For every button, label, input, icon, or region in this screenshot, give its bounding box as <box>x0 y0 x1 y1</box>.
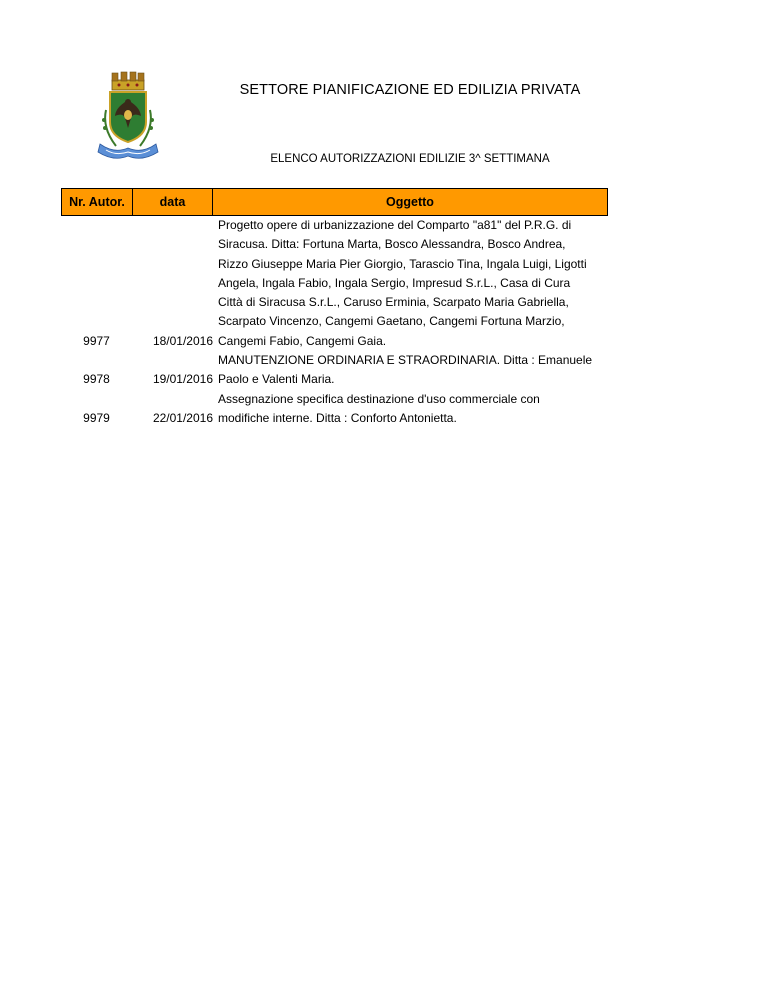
oggetto-line: MANUTENZIONE ORDINARIA E STRAORDINARIA. Ditta : Emanuele <box>218 353 593 368</box>
column-header-oggetto: Oggetto <box>386 195 434 209</box>
oggetto-line: modifiche interne. Ditta : Conforto Antonietta. <box>218 410 457 425</box>
table-body <box>61 216 621 428</box>
table-header <box>61 188 608 216</box>
cell-data: 22/01/2016 <box>152 410 213 425</box>
cell-data: 19/01/2016 <box>152 372 213 387</box>
page-title: SETTORE PIANIFICAZIONE ED EDILIZIA PRIVATA <box>239 82 581 98</box>
cell-data: 18/01/2016 <box>152 333 213 348</box>
oggetto-line: Città di Siracusa S.r.L., Caruso Erminia, Scarpato Maria Gabriella, <box>218 295 569 310</box>
cell-nr-autor: 9977 <box>83 333 110 348</box>
cell-nr-autor: 9978 <box>83 372 110 387</box>
cell-oggetto <box>213 216 621 351</box>
table-row <box>61 351 621 390</box>
table-row <box>61 216 621 351</box>
list-subtitle: ELENCO AUTORIZZAZIONI EDILIZIE 3^ SETTIMANA <box>270 153 550 165</box>
table-row <box>61 390 621 429</box>
cell-oggetto <box>213 351 621 390</box>
cell-nr-autor: 9979 <box>83 410 110 425</box>
column-header-nr-autor: Nr. Autor. <box>62 189 133 215</box>
oggetto-line: Progetto opere di urbanizzazione del Comparto "a81" del P.R.G. di <box>218 218 572 232</box>
oggetto-line: Scarpato Vincenzo, Cangemi Gaetano, Cangemi Fortuna Marzio, <box>218 314 565 329</box>
oggetto-line: Siracusa. Ditta: Fortuna Marta, Bosco Alessandra, Bosco Andrea, <box>218 237 566 252</box>
oggetto-line: Cangemi Fabio, Cangemi Gaia. <box>218 333 387 348</box>
oggetto-line: Paolo e Valenti Maria. <box>218 372 335 387</box>
oggetto-line: Rizzo Giuseppe Maria Pier Giorgio, Tarascio Tina, Ingala Luigi, Ligotti <box>218 256 587 271</box>
cell-oggetto <box>213 390 621 429</box>
oggetto-line: Angela, Ingala Fabio, Ingala Sergio, Impresud S.r.L., Casa di Cura <box>218 275 571 290</box>
oggetto-line: Assegnazione specifica destinazione d'uso commerciale con <box>218 391 540 406</box>
column-header-data: data <box>133 189 213 215</box>
